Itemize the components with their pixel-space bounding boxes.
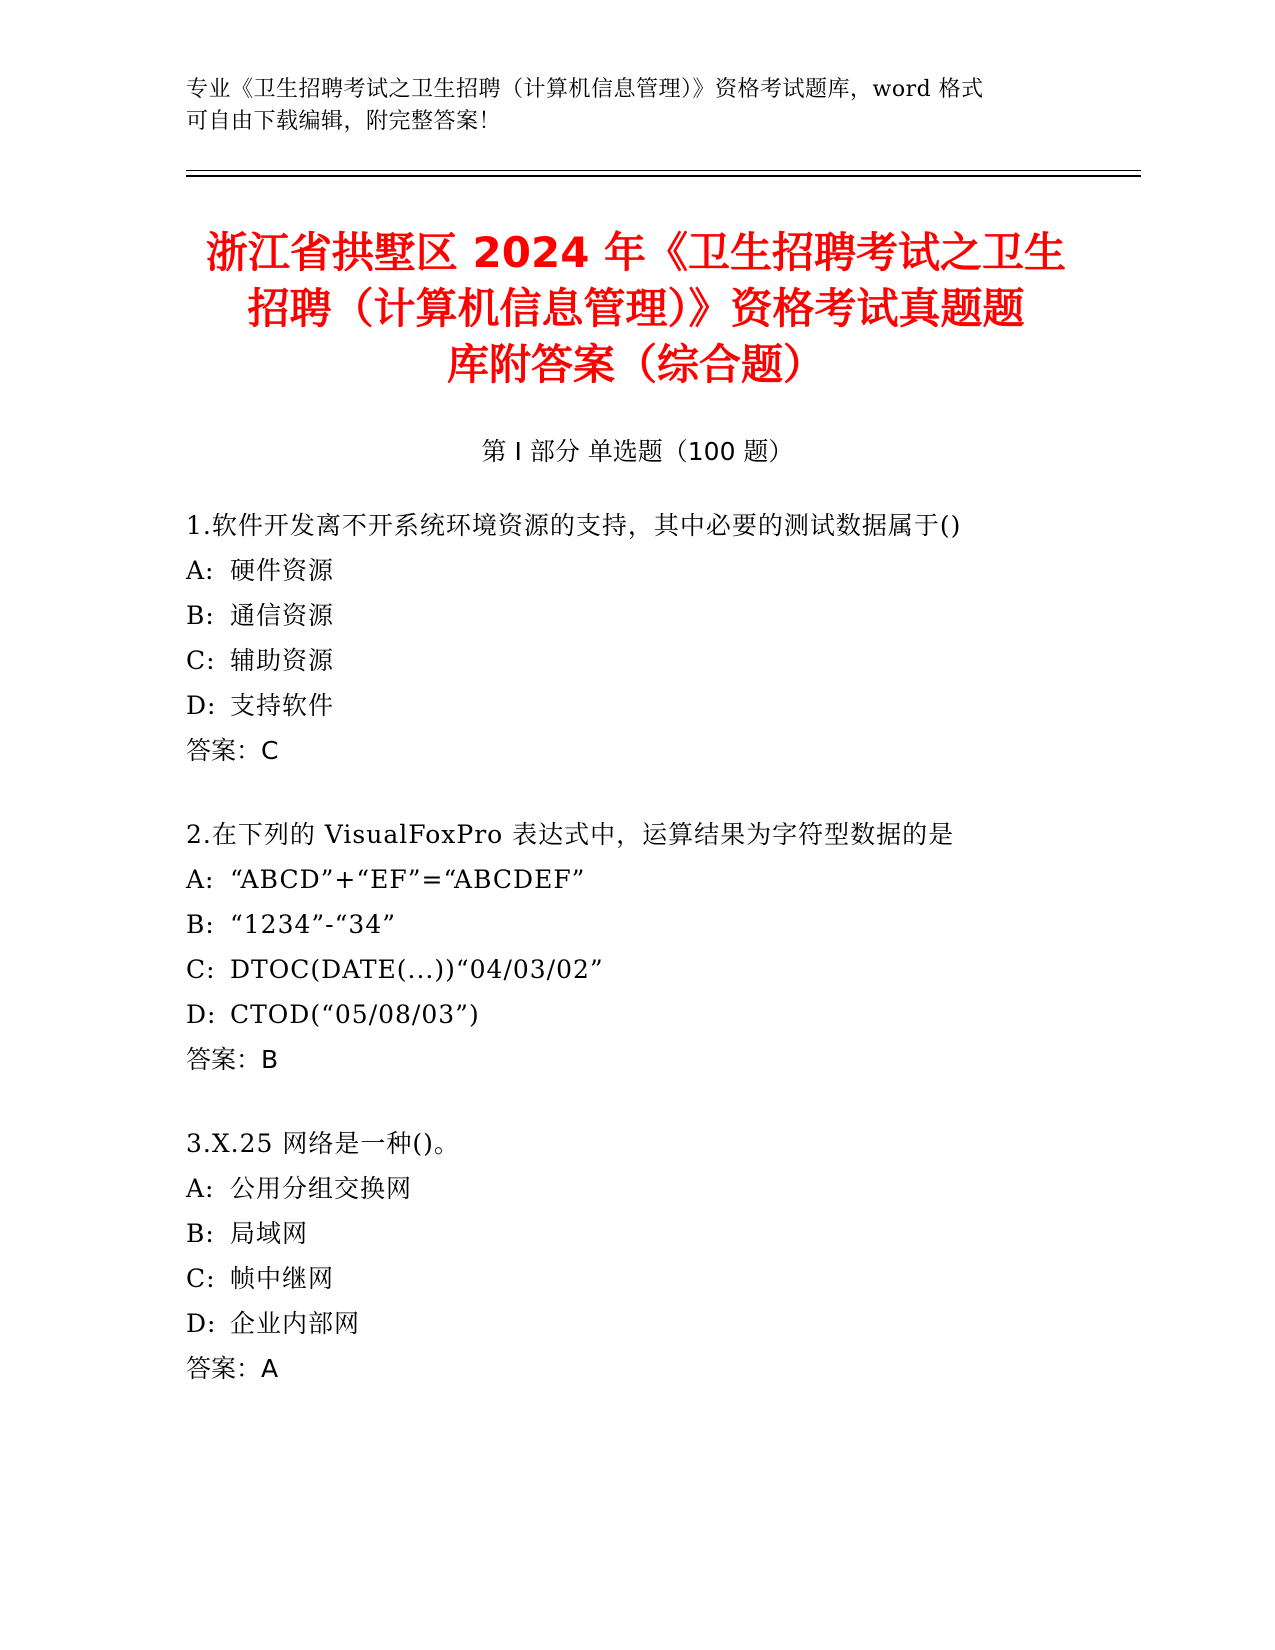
option-key: C: — [186, 955, 216, 984]
option-key: A: — [186, 556, 215, 585]
title-line3: 库附答案（综合题） — [446, 340, 825, 389]
question-stem: 1.软件开发离不开系统环境资源的支持，其中必要的测试数据属于() — [186, 511, 962, 540]
option-c — [186, 1256, 1146, 1301]
option-text: 支持软件 — [230, 691, 335, 720]
option-c — [186, 638, 1146, 683]
option-c — [186, 947, 1146, 992]
option-text: 帧中继网 — [230, 1264, 335, 1293]
option-key: A: — [186, 1174, 215, 1203]
option-text: “1234”-“34” — [230, 910, 397, 939]
header-note — [186, 74, 1086, 138]
option-text: 公用分组交换网 — [230, 1174, 413, 1203]
option-b — [186, 1211, 1146, 1256]
option-key: B: — [186, 601, 215, 630]
option-key: B: — [186, 910, 215, 939]
section-heading: 第 I 部分 单选题（100 题） — [481, 437, 794, 466]
option-key: C: — [186, 646, 216, 675]
option-text: “ABCD”+“EF”=“ABCDEF” — [230, 865, 586, 894]
question-2 — [186, 812, 1146, 1082]
option-text: 硬件资源 — [230, 556, 335, 585]
option-a — [186, 857, 1146, 902]
option-d — [186, 1301, 1146, 1346]
option-b — [186, 593, 1146, 638]
option-text: 企业内部网 — [230, 1309, 361, 1338]
option-key: B: — [186, 1219, 215, 1248]
option-d — [186, 683, 1146, 728]
question-stem: 3.X.25 网络是一种()。 — [186, 1129, 460, 1158]
answer-label: 答案：C — [186, 736, 279, 765]
header-divider-thin — [186, 170, 1141, 171]
option-key: C: — [186, 1264, 216, 1293]
title-line2: 招聘（计算机信息管理）》资格考试真题题 — [247, 284, 1025, 333]
option-b — [186, 902, 1146, 947]
title-line1: 浙江省拱墅区 2024 年《卫生招聘考试之卫生 — [205, 228, 1067, 277]
question-3 — [186, 1121, 1146, 1391]
answer-label: 答案：B — [186, 1045, 279, 1074]
option-text: CTOD(“05/08/03”) — [230, 1000, 480, 1029]
option-key: A: — [186, 865, 215, 894]
option-text: DTOC(DATE(...))“04/03/02” — [230, 955, 604, 984]
option-text: 辅助资源 — [230, 646, 335, 675]
header-note-line1: 专业《卫生招聘考试之卫生招聘（计算机信息管理）》资格考试题库，word 格式 — [186, 77, 984, 102]
option-d — [186, 992, 1146, 1037]
option-text: 局域网 — [230, 1219, 309, 1248]
question-1 — [186, 503, 1146, 773]
question-stem: 2.在下列的 VisualFoxPro 表达式中，运算结果为字符型数据的是 — [186, 820, 955, 849]
option-a — [186, 1166, 1146, 1211]
document-title — [186, 225, 1086, 393]
option-key: D: — [186, 691, 217, 720]
option-key: D: — [186, 1000, 217, 1029]
answer-label: 答案：A — [186, 1354, 279, 1383]
option-key: D: — [186, 1309, 217, 1338]
option-a — [186, 548, 1146, 593]
header-divider-thick — [186, 175, 1141, 177]
option-text: 通信资源 — [230, 601, 335, 630]
header-note-line2: 可自由下载编辑，附完整答案！ — [186, 109, 502, 134]
